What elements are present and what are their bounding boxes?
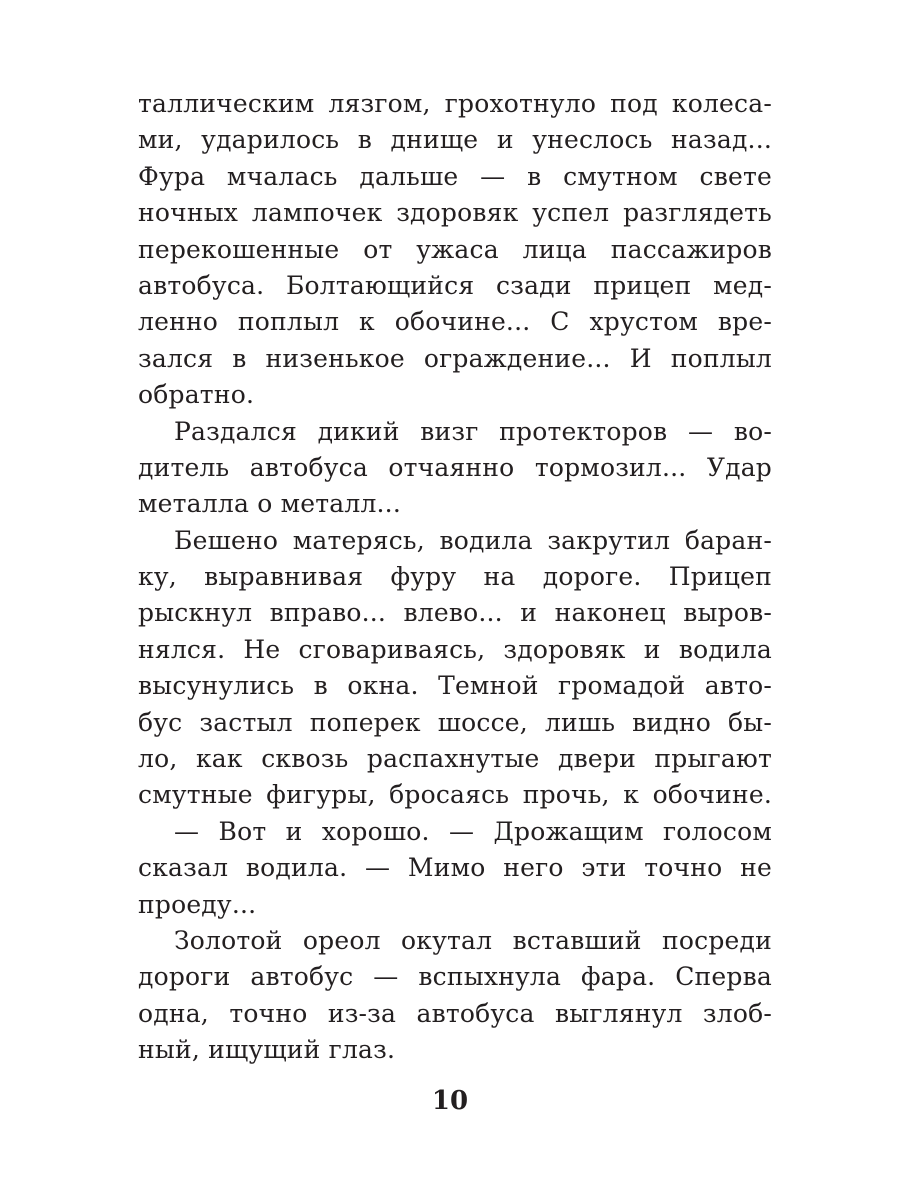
text-line: ку, выравнивая фуру на дороге. Прицеп bbox=[138, 562, 772, 592]
text-line: Бешено матерясь, водила закрутил баран- bbox=[174, 525, 772, 555]
text-line: таллическим лязгом, грохотнуло под колеса- bbox=[138, 89, 772, 118]
paragraph bbox=[138, 523, 772, 814]
text-line: нялся. Не сговариваясь, здоровяк и водила bbox=[138, 634, 772, 664]
text-line: обратно. bbox=[138, 380, 255, 410]
text-line: ный, ищущий глаз. bbox=[138, 1035, 396, 1065]
text-line: перекошенные от ужаса лица пассажиров bbox=[138, 234, 772, 264]
paragraph bbox=[138, 414, 772, 523]
text-line: сказал водила. — Мимо него эти точно не bbox=[138, 853, 772, 883]
text-line: автобуса. Болтающийся сзади прицеп мед- bbox=[138, 270, 772, 300]
text-line: — Вот и хорошо. — Дрожащим голосом bbox=[174, 816, 772, 846]
text-line: рыскнул вправо... влево... и наконец выров- bbox=[138, 598, 772, 628]
text-line: ночных лампочек здоровяк успел разглядеть bbox=[138, 198, 772, 228]
text-line: одна, точно из-за автобуса выглянул злоб- bbox=[138, 998, 772, 1028]
paragraph bbox=[138, 923, 772, 1069]
text-line: Золотой ореол окутал вставший посреди bbox=[174, 925, 772, 955]
text-line: дороги автобус — вспыхнула фара. Сперва bbox=[138, 962, 772, 992]
text-line: смутные фигуры, бросаясь прочь, к обочине. bbox=[138, 780, 772, 810]
paragraph bbox=[138, 86, 772, 414]
text-line: проеду... bbox=[138, 889, 257, 919]
paragraph-dialogue bbox=[138, 814, 772, 923]
text-line: Раздался дикий визг протекторов — во- bbox=[174, 416, 772, 446]
text-line: дитель автобуса отчаянно тормозил... Удар bbox=[138, 452, 772, 482]
book-page-text bbox=[138, 86, 772, 1069]
page-number: 10 bbox=[431, 1086, 469, 1116]
text-line: ло, как сквозь распахнутые двери прыгают bbox=[138, 744, 772, 774]
text-line: высунулись в окна. Темной громадой авто- bbox=[138, 671, 772, 701]
text-line: Фура мчалась дальше — в смутном свете bbox=[138, 161, 772, 191]
text-line: ленно поплыл к обочине... С хрустом вре- bbox=[138, 307, 772, 337]
text-line: ми, ударилось в днище и унеслось назад... bbox=[138, 125, 772, 155]
text-line: металла о металл... bbox=[138, 489, 401, 519]
text-line: бус застыл поперек шоссе, лишь видно бы- bbox=[138, 707, 772, 737]
text-line: зался в низенькое ограждение... И поплыл bbox=[138, 343, 772, 373]
